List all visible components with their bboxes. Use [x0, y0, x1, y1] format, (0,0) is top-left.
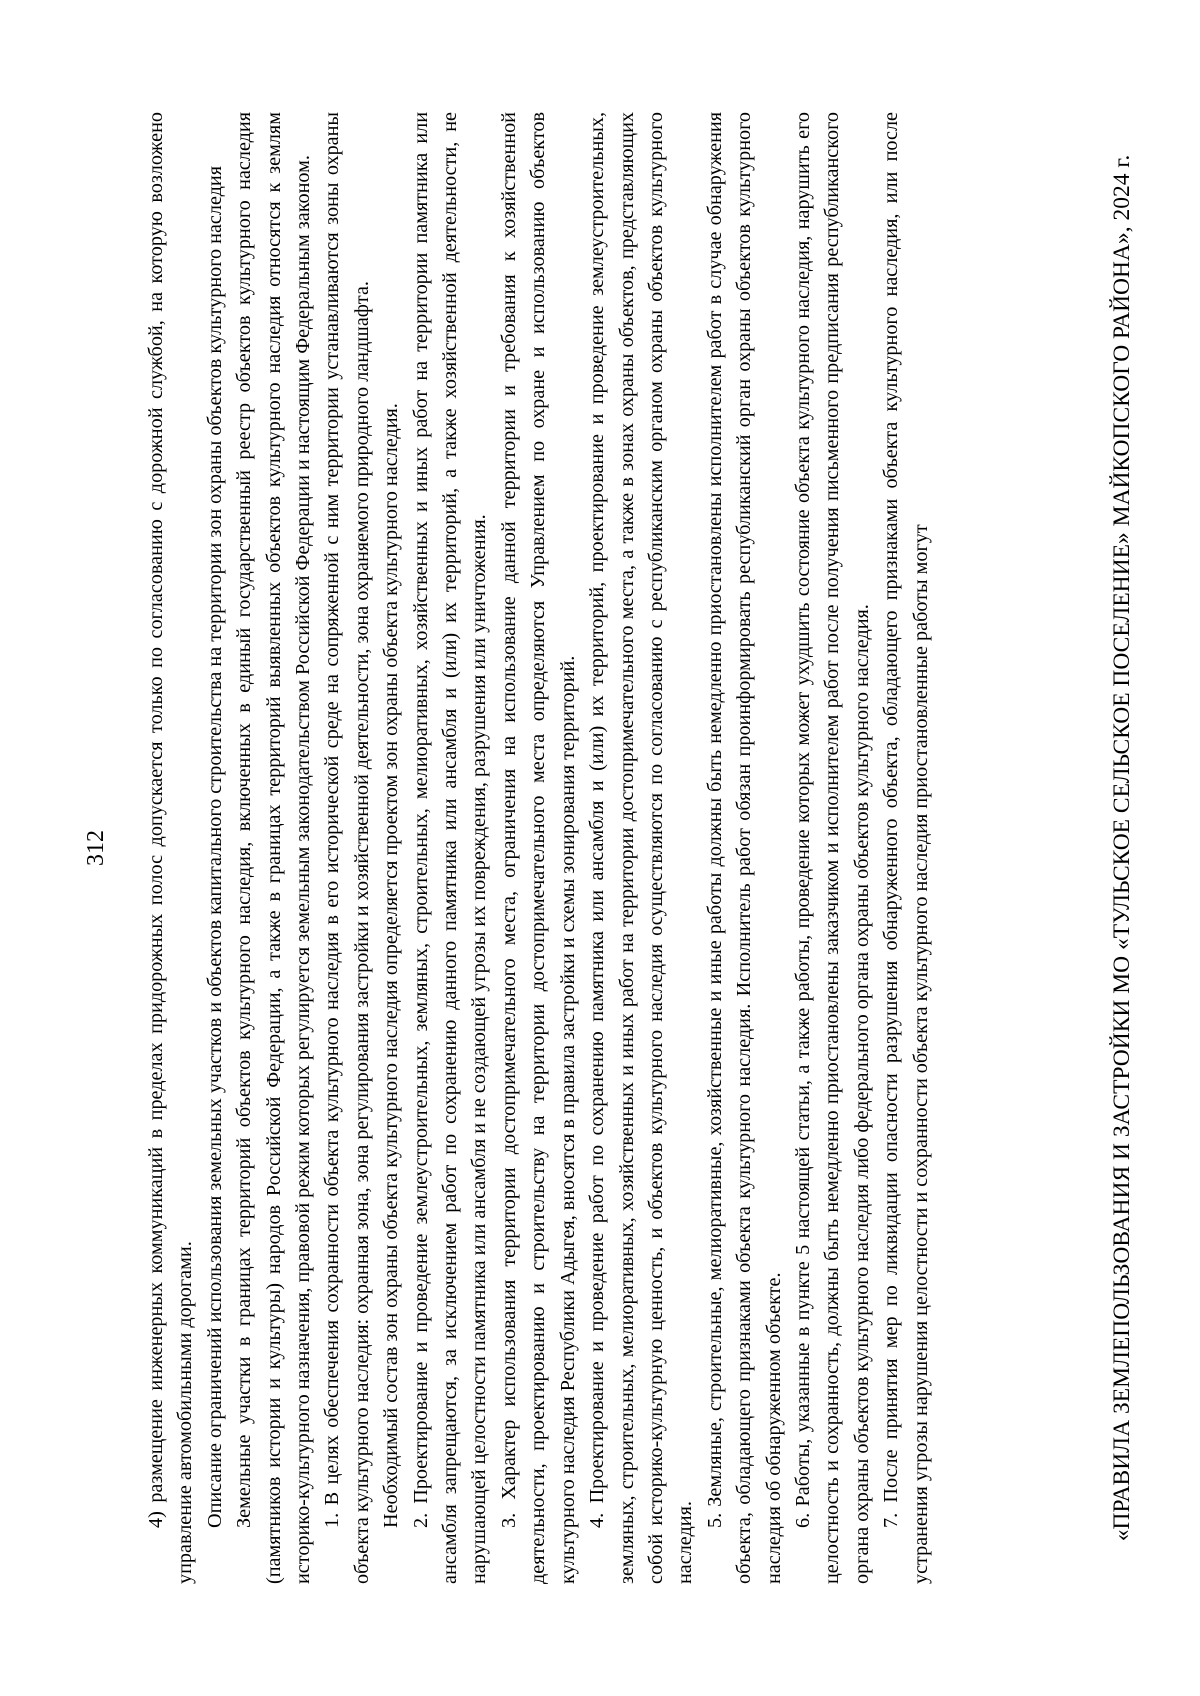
- paragraph-item-6: 6. Работы, указанные в пункте 5 настоящей статьи, а также работы, проведение которых может ухудшить состояние объекта культурного наследия, нарушить его целостность и сохранность, должны быть немедленно приостановлены заказчиком и исполнителем работ после получения письменного предписания республиканского органа охраны объектов культурного наследия либо федерального органа охраны объектов культурного наследия.: [791, 112, 873, 1584]
- paragraph-item-2: 2. Проектирование и проведение землеустроительных, земляных, строительных, мелиоративных, хозяйственных и иных работ на территории памятника или ансамбля запрещаются, за исключением работ по сохранению данного памятника или ансамбля и (или) их территорий, а также хозяйственной деятельности, не нарушающей целостности памятника или ансамбля и не создающей угрозы их повреждения, разрушения или уничтожения.: [409, 112, 491, 1584]
- paragraph-heritage-zones-heading: Описание ограничений использования земельных участков и объектов капитального строительства на территории зон охраны объектов культурного наследия: [203, 165, 226, 1528]
- paragraph-item-5: 5. Земляные, строительные, мелиоративные, хозяйственные и иные работы должны быть немедленно приостановлены исполнителем работ в случае обнаружения объекта, обладающего признаками объекта культурного наследия. Исполнитель работ обязан проинформировать республиканский орган охраны объектов культурного наследия об обнаруженном объекте.: [703, 112, 785, 1584]
- paragraph-heritage-land-plots: Земельные участки в границах территорий объектов культурного наследия, включенных в единый государственный реестр объектов культурного наследия (памятников истории и культуры) народов Российской Федерации, а также в границах территорий выявленных объектов культурного наследия относятся к землям историко-культурного назначения, правовой режим которых регулируется земельным законодательством Российской Федерации и настоящим Федеральным законом.: [233, 112, 315, 1584]
- paragraph-item-7: 7. После принятия мер по ликвидации опасности разрушения обнаруженного объекта, обладающего признаками объекта культурного наследия, или после устранения угрозы нарушения целостности и сохранности объекта культурного наследия приостановленные работы могут: [880, 112, 932, 1584]
- document-footer-title: «ПРАВИЛА ЗЕМЛЕПОЛЬЗОВАНИЯ И ЗАСТРОЙКИ МО «ТУЛЬСКОЕ СЕЛЬСКОЕ ПОСЕЛЕНИЕ» МАЙКОПСКОГО РАЙОНА», 2024 г.: [1109, 154, 1135, 1542]
- paragraph-item-3: 3. Характер использования территории достопримечательного места, ограничения на использование данной территории и требования к хозяйственной деятельности, проектированию и строительству на территории достопримечательного места определяются Управлением по охране и использованию объектов культурного наследия Республики Адыгея, вносятся в правила застройки и схемы зонирования территорий.: [497, 112, 579, 1584]
- paragraph-zones-composition: Необходимый состав зон охраны объекта культурного наследия определяется проектом зон охраны объекта культурного наследия.: [380, 403, 403, 1528]
- paragraph-item-4: 4. Проектирование и проведение работ по сохранению памятника или ансамбля и (или) их территорий, проектирование и проведение землеустроительных, земляных, строительных, мелиоративных, хозяйственных и иных работ на территории достопримечательного места, а также в зонах охраны объектов, представляющих собой историко-культурную ценность, и объектов культурного наследия осуществляются по согласованию с республиканским органом охраны объектов культурного наследия.: [586, 112, 697, 1584]
- document-body: [142, 112, 936, 1584]
- page-number: 312: [83, 830, 109, 866]
- paragraph-roadside-utilities: 4) размещение инженерных коммуникаций в пределах придорожных полос допускается только по согласованию с дорожной службой, на которую возложено управление автомобильными дорогами.: [145, 112, 197, 1584]
- paragraph-item-1: 1. В целях обеспечения сохранности объекта культурного наследия в его исторической среде на сопряженной с ним территории устанавливаются зоны охраны объекта культурного наследия: охранная зона, зона регулирования застройки и хозяйственной деятельности, зона охраняемого природного ландшафта.: [321, 112, 373, 1584]
